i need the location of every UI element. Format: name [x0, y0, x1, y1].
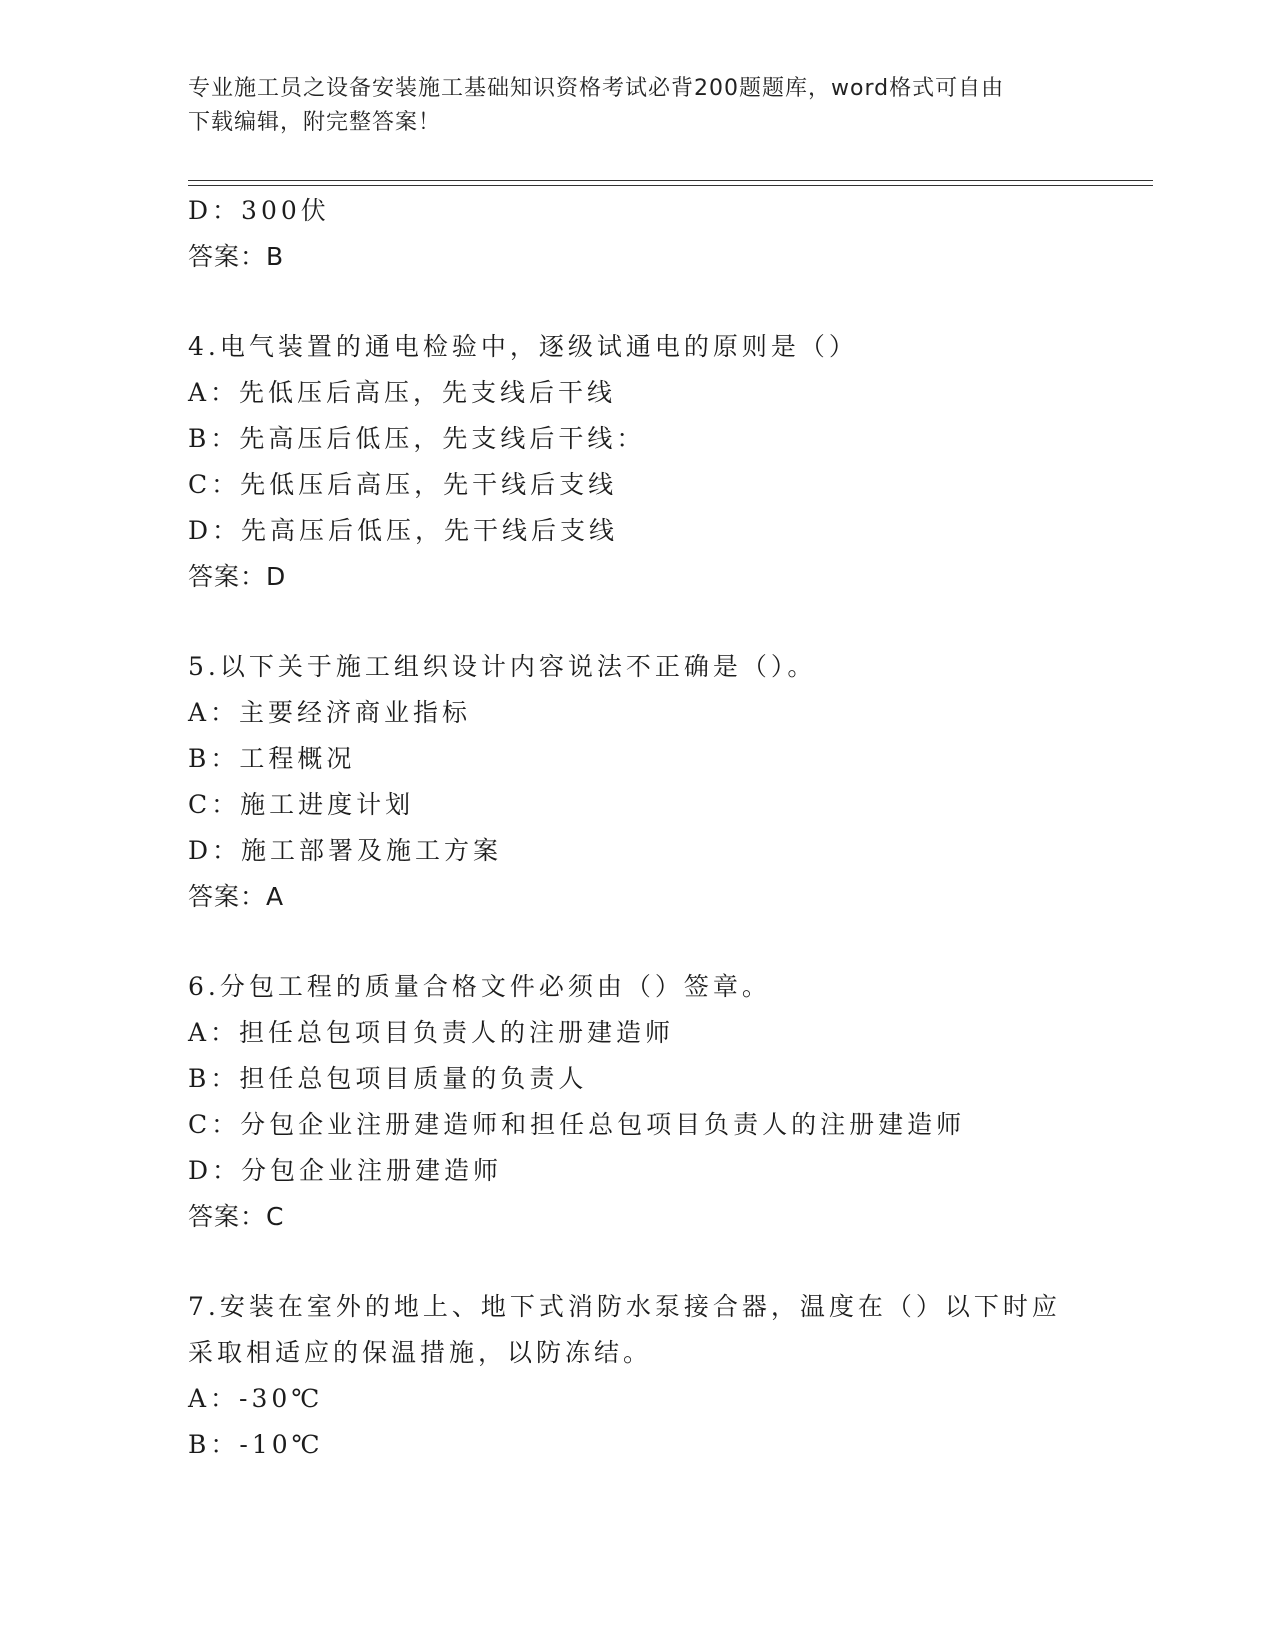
answer: 答案：A: [188, 882, 285, 911]
option-b: B：先高压后低压，先支线后干线：: [188, 424, 646, 453]
document-header: [188, 72, 1088, 140]
option-a: A：先低压后高压，先支线后干线: [188, 378, 617, 407]
question-list: [188, 188, 1153, 1468]
option-d: D：300伏: [188, 196, 330, 225]
header-rule-top: [188, 180, 1153, 181]
option-c: C：先低压后高压，先干线后支线: [188, 470, 618, 499]
option-d: D：施工部署及施工方案: [188, 836, 503, 865]
header-line-1: 专业施工员之设备安装施工基础知识资格考试必背200题题库，word格式可自由: [188, 76, 1005, 101]
answer: 答案：B: [188, 242, 285, 271]
answer: 答案：C: [188, 1202, 285, 1231]
question-7: [188, 1284, 1153, 1468]
question-stem: 6.分包工程的质量合格文件必须由（）签章。: [188, 972, 771, 1001]
option-b: B：工程概况: [188, 744, 356, 773]
option-b: B：-10℃: [188, 1430, 324, 1459]
option-c: C：分包企业注册建造师和担任总包项目负责人的注册建造师: [188, 1110, 966, 1139]
header-rule-bottom: [188, 185, 1153, 186]
answer: 答案：D: [188, 562, 287, 591]
option-c: C：施工进度计划: [188, 790, 415, 819]
option-d: D：先高压后低压，先干线后支线: [188, 516, 619, 545]
header-line-2: 下载编辑，附完整答案！: [188, 110, 442, 135]
option-a: A：主要经济商业指标: [188, 698, 472, 727]
option-a: A：担任总包项目负责人的注册建造师: [188, 1018, 675, 1047]
question-stem: 5.以下关于施工组织设计内容说法不正确是（）。: [188, 652, 817, 681]
option-a: A：-30℃: [188, 1384, 324, 1413]
question-stem-line-1: 7.安装在室外的地上、地下式消防水泵接合器，温度在（）以下时应: [188, 1292, 1061, 1321]
question-stem-line-2: 采取相适应的保温措施，以防冻结。: [188, 1338, 653, 1367]
question-6: [188, 964, 1153, 1240]
option-d: D：分包企业注册建造师: [188, 1156, 503, 1185]
question-stem: 4.电气装置的通电检验中，逐级试通电的原则是（）: [188, 332, 858, 361]
option-b: B：担任总包项目质量的负责人: [188, 1064, 588, 1093]
question-5: [188, 644, 1153, 920]
question-4: [188, 324, 1153, 600]
